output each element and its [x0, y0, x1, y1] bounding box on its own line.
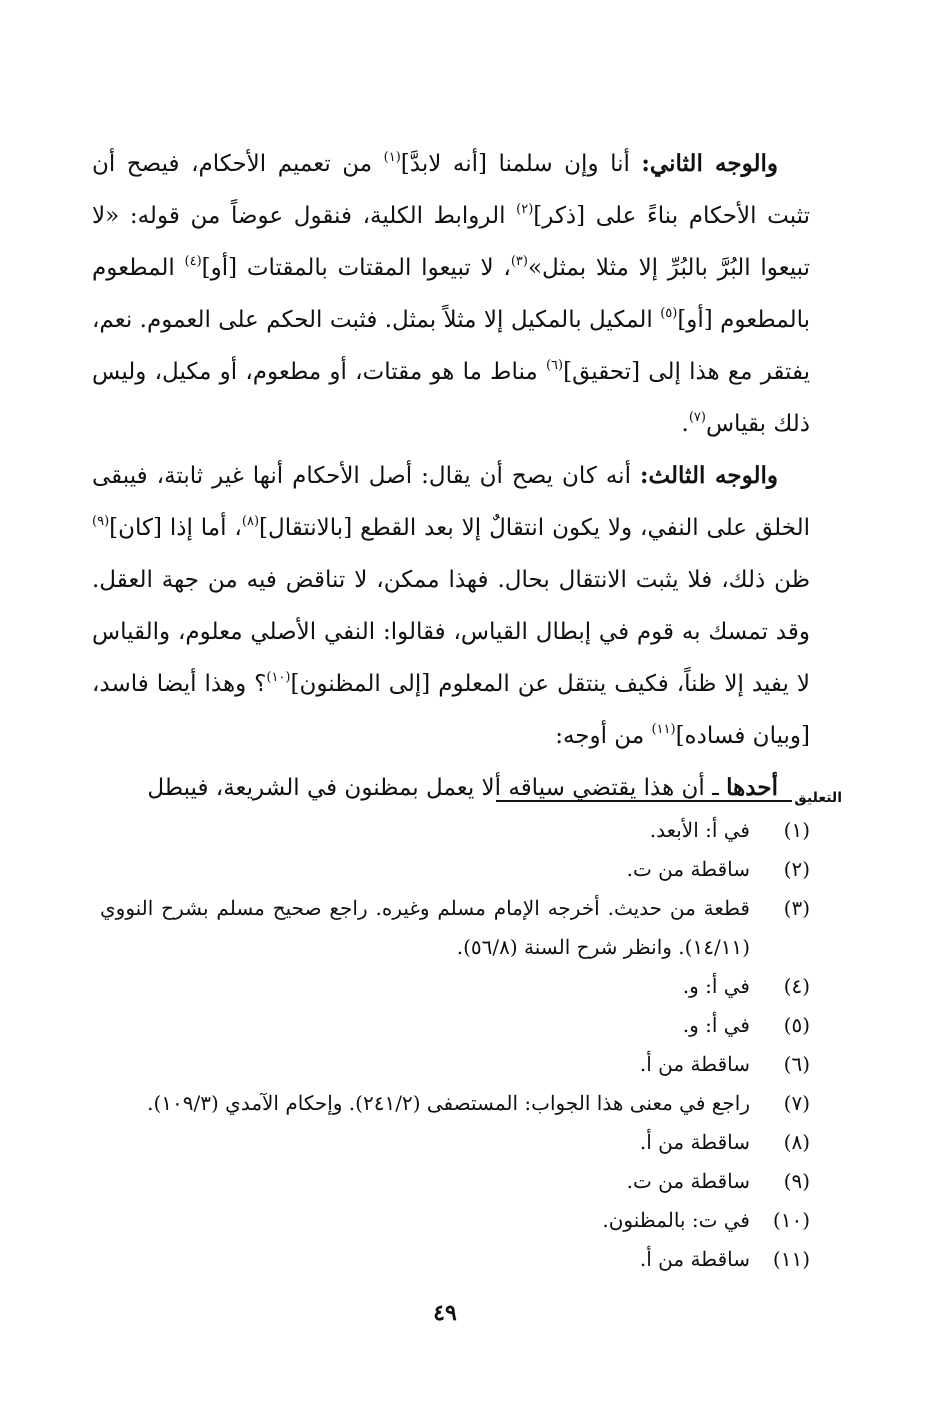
paragraph: [92, 450, 810, 762]
paragraph-lead: أحدها: [726, 774, 778, 801]
footnote-reference: (٩): [92, 514, 110, 529]
footnote: [100, 967, 810, 1006]
footnote-text: في ت: بالمظنون.: [602, 1208, 750, 1232]
footnote-number: (٦): [783, 1052, 810, 1076]
footnote-number: (١٠): [772, 1208, 810, 1232]
footnote-number: (٧): [783, 1091, 810, 1115]
footnote-text: راجع في معنى هذا الجواب: المستصفى (٢٤١/٢). وإحكام الآمدي (١٠٩/٣).: [147, 1091, 750, 1115]
footnote-text: ساقطة من أ.: [639, 1130, 750, 1154]
footnote-text: ساقطة من أ.: [639, 1247, 750, 1271]
footnote-number: (٢): [783, 857, 810, 881]
footnote-reference: (١١): [651, 722, 676, 737]
footnote-number: (٨): [783, 1130, 810, 1154]
footnote: [100, 1084, 810, 1123]
paragraph-lead: والوجه الثاني:: [641, 150, 778, 177]
paragraph-lead: والوجه الثالث:: [639, 462, 778, 489]
footnote-text: قطعة من حديث. أخرجه الإمام مسلم وغيره. راجع صحيح مسلم بشرح النووي (١٤/١١). وانظر شرح السنة (٥٦/٨).: [100, 896, 750, 959]
footnote-text: في أ: الأبعد.: [649, 818, 750, 842]
footnote-reference: (١٠): [266, 670, 291, 685]
footnote: [100, 1123, 810, 1162]
footnote: [100, 1006, 810, 1045]
footnote: [100, 811, 810, 850]
footnote-text: ساقطة من ت.: [626, 857, 750, 881]
footnote-separator: [496, 788, 842, 812]
paragraph-text: المطعوم بالمطعوم [أو]: [92, 255, 810, 333]
paragraph-text: المكيل بالمكيل إلا مثلاً بمثل. فثبت الحكم على العموم. نعم، يفتقر مع هذا إلى [تحقيق]: [92, 307, 810, 385]
paragraph-text: ؟ وهذا أيضا فاسد، [وبيان فساده]: [92, 671, 810, 749]
paragraph: [92, 138, 810, 450]
separator-rule: [496, 800, 792, 802]
paragraph-text: .: [681, 411, 689, 437]
footnote-text: ساقطة من أ.: [639, 1052, 750, 1076]
footnote-reference: (٦): [545, 358, 564, 373]
paragraph-text: ، أما إذا [كان]: [109, 515, 242, 541]
paragraph-text: من تعميم الأحكام، فيصح أن تثبت الأحكام بناءً على [ذكر]: [92, 151, 810, 229]
footnote-text: في أ: و.: [682, 974, 750, 998]
page-number: ٤٩: [433, 1300, 457, 1326]
paragraph-text: ، لا تبيعوا المقتات بالمقتات [أو]: [201, 255, 511, 281]
main-text-body: [92, 138, 810, 814]
footnote-text: في أ: و.: [682, 1013, 750, 1037]
footnote-number: (٣): [783, 896, 810, 920]
footnote: [100, 1201, 810, 1240]
footnote-reference: (٧): [688, 410, 706, 425]
footnote-reference: (٤): [184, 254, 202, 269]
footnote-reference: (٢): [516, 202, 534, 217]
paragraph-text: الروابط الكلية، فنقول عوضاً من قوله: «لا تبيعوا البُرَّ بالبُرِّ إلا مثلا بمثل»: [92, 203, 810, 281]
paragraph-text: ظن ذلك، فلا يثبت الانتقال بحال. فهذا ممكن، لا تناقض فيه من جهة العقل. وقد تمسك به قوم في إبطال القياس، فقالوا: النفي الأصلي معلوم، والقياس لا يفيد إلا ظناً، فكيف ينتقل عن المعلوم [إلى المظنون]: [92, 567, 811, 697]
footnote-number: (١١): [772, 1247, 810, 1271]
footnote-reference: (٨): [241, 514, 260, 529]
footnotes-list: [100, 811, 810, 1279]
footnote-reference: (٥): [660, 306, 678, 321]
paragraph-text: أنه كان يصح أن يقال: أصل الأحكام أنها غير ثابتة، فيبقى الخلق على النفي، ولا يكون انتقالٌ إلا بعد القطع [بالانتقال]: [92, 463, 810, 541]
paragraph-text: أنا وإن سلمنا [أنه لابدَّ]: [400, 151, 642, 177]
paragraph-text: مناط ما هو مقتات، أو مطعوم، أو مكيل، وليس ذلك بقياس: [92, 359, 810, 437]
footnote-number: (٤): [783, 974, 810, 998]
footnote: [100, 1045, 810, 1084]
footnote-text: ساقطة من ت.: [626, 1169, 750, 1193]
footnote-reference: (١): [383, 150, 401, 165]
footnote: [100, 1162, 810, 1201]
footnote-number: (٥): [783, 1013, 810, 1037]
paragraph-text: من أوجه:: [555, 723, 652, 749]
footnote: [100, 1240, 810, 1279]
footnote-reference: (٣): [510, 254, 528, 269]
footnote-number: (٩): [783, 1169, 810, 1193]
footnotes-label: التعليق: [794, 790, 842, 806]
footnote: [100, 850, 810, 889]
footnote: [100, 889, 810, 967]
paragraph-text: ـ أن هذا يقتضي سياقه ألا يعمل بمظنون في الشريعة، فيبطل: [147, 775, 727, 801]
footnote-number: (١): [783, 818, 810, 842]
